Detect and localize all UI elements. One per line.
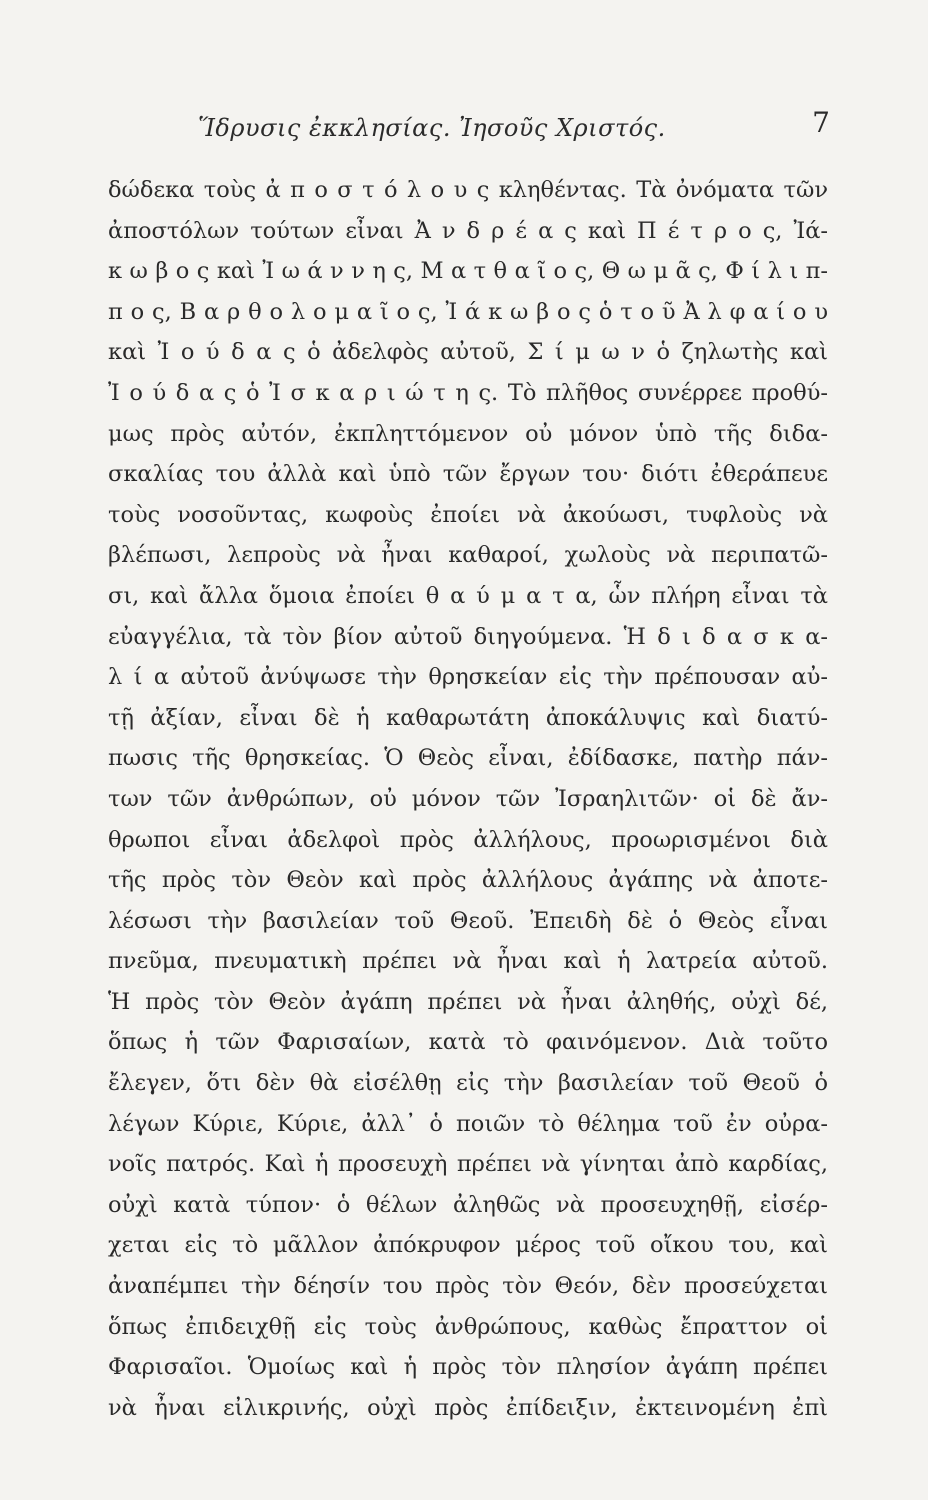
text-line: λέσωσι τὴν βασιλείαν τοῦ Θεοῦ. Ἐπειδὴ δὲ ὁ Θεὸς εἶναι [108, 907, 828, 934]
text-line: π ο ς, Β α ρ θ ο λ ο μ α ῖ ο ς, Ἰ ά κ ω β ο ς ὁ τ ο ῦ Ἀ λ φ α ί ο υ [108, 298, 828, 325]
text-line: οὐχὶ κατὰ τύπον· ὁ θέλων ἀληθῶς νὰ προσευχηθῇ, εἰσέρ- [108, 1191, 828, 1218]
text-line: σι, καὶ ἄλλα ὅμοια ἐποίει θ α ύ μ α τ α, ὧν πλήρη εἶναι τὰ [108, 582, 828, 609]
text-line: των τῶν ἀνθρώπων, οὐ μόνον τῶν Ἰσραηλιτῶν· οἱ δὲ ἄν- [108, 785, 828, 812]
text-line: νὰ ἦναι εἰλικρινής, οὐχὶ πρὸς ἐπίδειξιν, ἐκτεινομένη ἐπὶ [108, 1394, 828, 1421]
text-line: τῆς πρὸς τὸν Θεὸν καὶ πρὸς ἀλλήλους ἀγάπης νὰ ἀποτε- [108, 867, 828, 894]
text-line: Φαρισαῖοι. Ὁμοίως καὶ ἡ πρὸς τὸν πλησίον ἀγάπη πρέπει [108, 1354, 828, 1381]
text-line: κ ω β ο ς καὶ Ἰ ω ά ν ν η ς, Μ α τ θ α ῖ ο ς, Θ ω μ ᾶ ς, Φ ί λ ι π- [108, 258, 828, 285]
text-line: ὅπως ἡ τῶν Φαρισαίων, κατὰ τὸ φαινόμενον. Διὰ τοῦτο [108, 1029, 828, 1056]
text-line: νοῖς πατρός. Καὶ ἡ προσευχὴ πρέπει νὰ γίνηται ἀπὸ καρδίας, [108, 1151, 828, 1178]
text-line: δώδεκα τοὺς ἀ π ο σ τ ό λ ο υ ς κληθέντας. Τὰ ὀνόματα τῶν [108, 177, 828, 203]
text-line: ἔλεγεν, ὅτι δὲν θὰ εἰσέλθῃ εἰς τὴν βασιλείαν τοῦ Θεοῦ ὁ [108, 1070, 828, 1097]
text-line: πωσις τῆς θρησκείας. Ὁ Θεὸς εἶναι, ἐδίδασκε, πατὴρ πάν- [108, 745, 828, 772]
text-line: καὶ Ἰ ο ύ δ α ς ὁ ἀδελφὸς αὐτοῦ, Σ ί μ ω ν ὁ ζηλωτὴς καὶ [108, 339, 828, 366]
text-line: τῇ ἀξίαν, εἶναι δὲ ἡ καθαρωτάτη ἀποκάλυψις καὶ διατύ- [108, 704, 828, 731]
text-line: θρωποι εἶναι ἀδελφοὶ πρὸς ἀλλήλους, προωρισμένοι διὰ [108, 826, 828, 853]
text-line: μως πρὸς αὐτόν, ἐκπληττόμενον οὐ μόνον ὑπὸ τῆς διδα- [108, 420, 828, 447]
text-line: Ἡ πρὸς τὸν Θεὸν ἀγάπη πρέπει νὰ ἦναι ἀληθής, οὐχὶ δέ, [108, 988, 828, 1015]
text-line: πνεῦμα, πνευματικὴ πρέπει νὰ ἦναι καὶ ἡ λατρεία αὐτοῦ. [108, 948, 828, 975]
page-header [108, 104, 828, 144]
text-line: σκαλίας του ἀλλὰ καὶ ὑπὸ τῶν ἔργων του· διότι ἐθεράπευε [108, 461, 828, 488]
text-line: βλέπωσι, λεπροὺς νὰ ἦναι καθαροί, χωλοὺς νὰ περιπατῶ- [108, 542, 828, 569]
body-text [108, 170, 828, 1428]
text-line: ἀποστόλων τούτων εἶναι Ἀ ν δ ρ έ α ς καὶ Π έ τ ρ ο ς, Ἰά- [108, 217, 828, 244]
text-line: Ἰ ο ύ δ α ς ὁ Ἰ σ κ α ρ ι ώ τ η ς. Τὸ πλῆθος συνέρρεε προθύ- [108, 379, 828, 406]
text-line: ὅπως ἐπιδειχθῇ εἰς τοὺς ἀνθρώπους, καθὼς ἔπραττον οἱ [108, 1313, 828, 1340]
text-line: λ ί α αὐτοῦ ἀνύψωσε τὴν θρησκείαν εἰς τὴν πρέπουσαν αὐ- [108, 664, 828, 691]
text-line: χεται εἰς τὸ μᾶλλον ἀπόκρυφον μέρος τοῦ οἴκου του, καὶ [108, 1232, 828, 1259]
running-title: Ἵδρυσις ἐκκλησίας. Ἰησοῦς Χριστός. [198, 114, 666, 142]
page-number: 7 [812, 106, 830, 139]
text-line: εὐαγγέλια, τὰ τὸν βίον αὐτοῦ διηγούμενα. Ἡ δ ι δ α σ κ α- [108, 623, 828, 650]
text-line: τοὺς νοσοῦντας, κωφοὺς ἐποίει νὰ ἀκούωσι, τυφλοὺς νὰ [108, 501, 828, 528]
text-line: ἀναπέμπει τὴν δέησίν του πρὸς τὸν Θεόν, δὲν προσεύχεται [108, 1273, 828, 1300]
text-line: λέγων Κύριε, Κύριε, ἀλλ᾽ ὁ ποιῶν τὸ θέλημα τοῦ ἐν οὐρα- [108, 1110, 828, 1137]
